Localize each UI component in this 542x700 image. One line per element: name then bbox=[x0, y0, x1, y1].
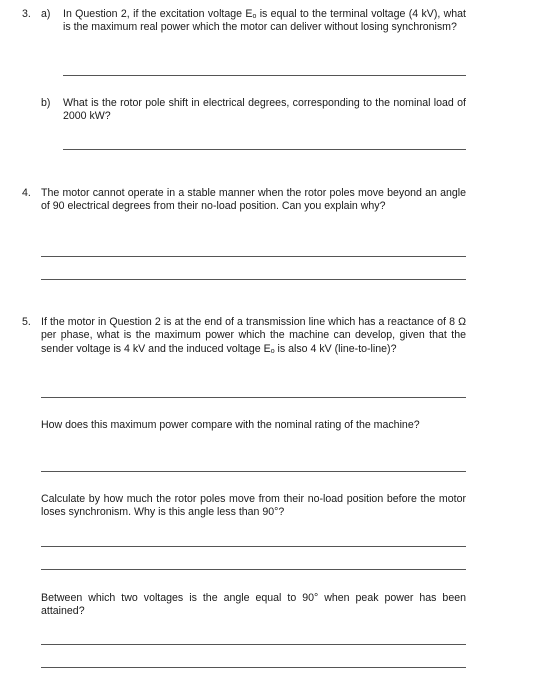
answer-line-3b[interactable] bbox=[63, 149, 466, 150]
answer-line-5-1[interactable] bbox=[41, 397, 466, 398]
question-3a-text-end: is equal to the terminal voltage (4 kV), what is the maximum real power which the motor can deliver without losing synchronism? bbox=[63, 8, 467, 34]
question-3b-text: What is the rotor pole shift in electrical degrees, corresponding to the nominal load of 2000 kW? bbox=[63, 97, 466, 123]
answer-line-4-2[interactable] bbox=[41, 279, 466, 280]
subscript-o: o bbox=[270, 347, 275, 355]
question-5-text bbox=[41, 316, 466, 356]
question-5-text-start: If the motor in Question 2 is at the end of a transmission line which has a reactance of 8 Ω per phase, what is the maximum power which the machine can develop, given that the sender voltage is 4 kV and the induced voltage E bbox=[41, 316, 466, 355]
question-3-number: 3. bbox=[22, 8, 31, 20]
answer-line-3a[interactable] bbox=[63, 75, 466, 76]
answer-line-5-4[interactable] bbox=[41, 569, 466, 570]
question-5-followup-3: Between which two voltages is the angle equal to 90° when peak power has been attained? bbox=[41, 592, 466, 618]
answer-line-5-5[interactable] bbox=[41, 644, 466, 645]
question-3a-text-start: In Question 2, if the excitation voltage E bbox=[63, 8, 253, 20]
question-4-number: 4. bbox=[22, 187, 31, 199]
question-4-text: The motor cannot operate in a stable manner when the rotor poles move beyond an angle of 90 electrical degrees from their no-load position. Can you explain why? bbox=[41, 187, 466, 213]
question-3a-text bbox=[63, 8, 466, 35]
answer-line-4-1[interactable] bbox=[41, 256, 466, 257]
answer-line-5-6[interactable] bbox=[41, 667, 466, 668]
subscript-o: o bbox=[252, 13, 257, 20]
question-3a-label: a) bbox=[41, 8, 51, 20]
question-5-followup-2: Calculate by how much the rotor poles move from their no-load position before the motor loses synchronism. Why is this angle less than 90°? bbox=[41, 493, 466, 519]
answer-line-5-3[interactable] bbox=[41, 546, 466, 547]
answer-line-5-2[interactable] bbox=[41, 471, 466, 472]
question-5-text-end: is also 4 kV (line-to-line)? bbox=[274, 342, 397, 355]
question-5-number: 5. bbox=[22, 316, 31, 328]
question-3b-label: b) bbox=[41, 97, 51, 109]
question-5-followup-1: How does this maximum power compare with the nominal rating of the machine? bbox=[41, 419, 420, 431]
